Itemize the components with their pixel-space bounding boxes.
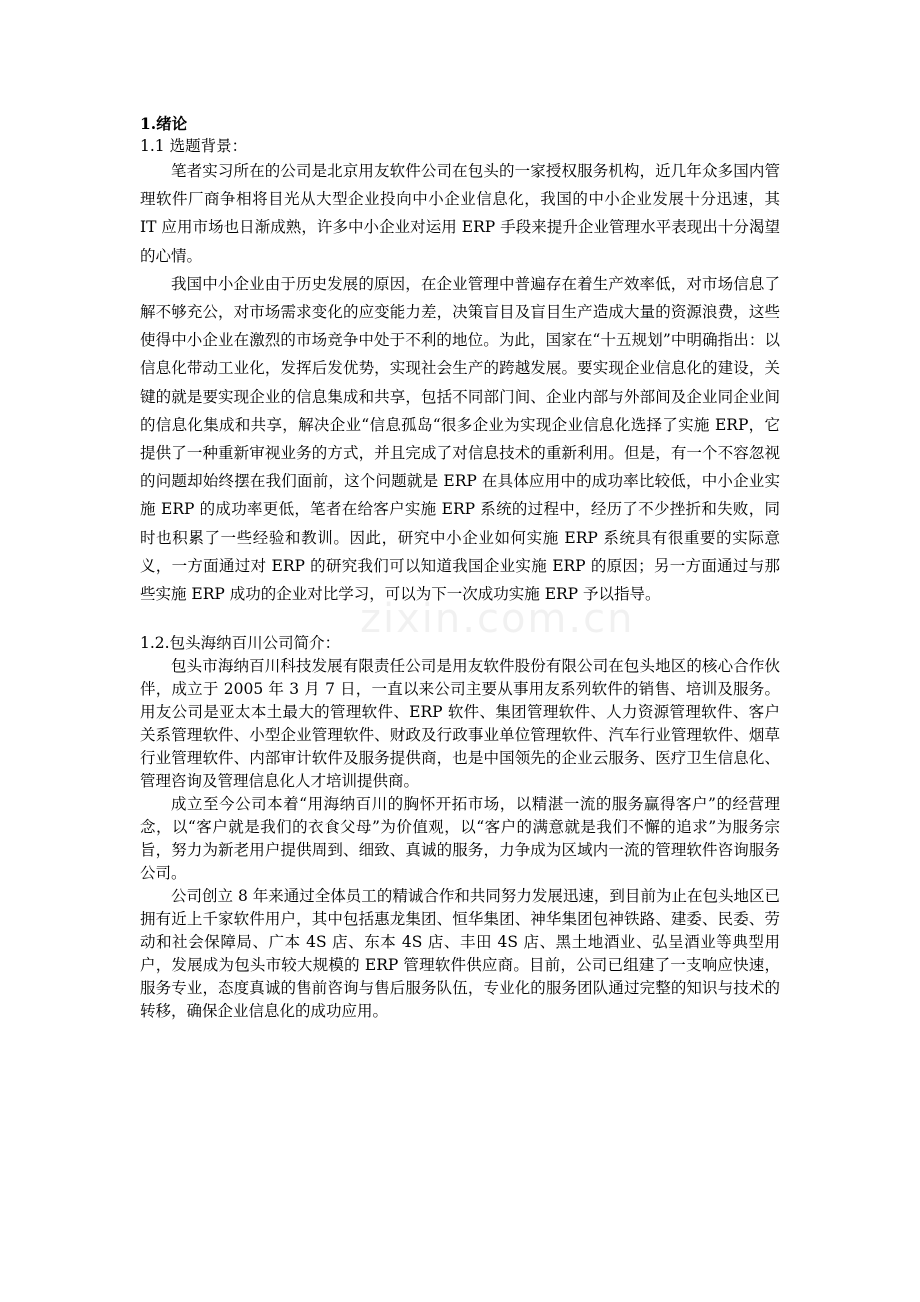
section-introduction [140, 113, 780, 608]
chapter-heading: 1.绪论 [140, 114, 188, 133]
paragraph: 笔者实习所在的公司是北京用友软件公司在包头的一家授权服务机构，近几年众多国内管理软件厂商争相将目光从大型企业投向中小企业信息化，我国的中小企业发展十分迅速，其 IT 应用市场也日渐成熟，许多中小企业对运用 ERP 手段来提升企业管理水平表现出十分渴望的心情。 [140, 162, 780, 265]
section-spacer [140, 608, 780, 632]
paragraph: 我国中小企业由于历史发展的原因，在企业管理中普遍存在着生产效率低，对市场信息了解不够充公，对市场需求变化的应变能力差，决策盲目及盲目生产造成大量的资源浪费，这些使得中小企业在激烈的市场竞争中处于不利的地位。为此，国家在“十五规划”中明确指出：以信息化带动工业化，发挥后发优势，实现社会生产的跨越发展。要实现企业信息化的建设，关键的就是要实现企业的信息集成和共享，包括不同部门间、企业内部与外部间及企业同企业间的信息化集成和共享，解决企业“信息孤岛“很多企业为实现企业信息化选择了实施 ERP，它提供了一种重新审视业务的方式，并且完成了对信息技术的重新利用。但是，有一个不容忽视的问题却始终摆在我们面前，这个问题就是 ERP 在具体应用中的成功率比较低，中小企业实施 ERP 的成功率更低，笔者在给客户实施 ERP 系统的过程中，经历了不少挫折和失败，同时也积累了一些经验和教训。因此，研究中小企业如何实施 ERP 系统具有很重要的实际意义，一方面通过对 ERP 的研究我们可以知道我国企业实施 ERP 的原因；另一方面通过与那些实施 ERP 成功的企业对比学习，可以为下一次成功实施 ERP 予以指导。 [140, 274, 780, 604]
watermark: zixin.com.cn [360, 596, 635, 642]
section-company-profile [140, 632, 780, 1023]
paragraph: 公司创立 8 年来通过全体员工的精诚合作和共同努力发展迅速，到目前为止在包头地区已拥有近上千家软件用户，其中包括惠龙集团、恒华集团、神华集团包神铁路、建委、民委、劳动和社会保障局、广本 4S 店、东本 4S 店、丰田 4S 店、黑土地酒业、弘呈酒业等典型用户，发展成为包头市较大规模的 ERP 管理软件供应商。目前，公司已组建了一支响应快速，服务专业，态度真诚的售前咨询与售后服务队伍，专业化的服务团队通过完整的知识与技术的转移，确保企业信息化的成功应用。 [140, 887, 780, 1021]
paragraph: 包头市海纳百川科技发展有限责任公司是用友软件股份有限公司在包头地区的核心合作伙伴，成立于 2005 年 3 月 7 日，一直以来公司主要从事用友系列软件的销售、培训及服务。用友公司是亚太本土最大的管理软件、ERP 软件、集团管理软件、人力资源管理软件、客户关系管理软件、小型企业管理软件、财政及行政事业单位管理软件、汽车行业管理软件、烟草行业管理软件、内部审计软件及服务提供商，也是中国领先的企业云服务、医疗卫生信息化、管理咨询及管理信息化人才培训提供商。 [140, 657, 780, 791]
document-page [140, 113, 780, 1023]
section-subheading-background: 1.1 选题背景： [140, 137, 248, 155]
paragraph: 成立至今公司本着“用海纳百川的胸怀开拓市场，以精湛一流的服务赢得客户”的经营理念，以“客户就是我们的衣食父母”为价值观，以“客户的满意就是我们不懈的追求”为服务宗旨，努力为新老用户提供周到、细致、真诚的服务，力争成为区域内一流的管理软件咨询服务公司。 [140, 795, 780, 883]
section-subheading-company: 1.2.包头海纳百川公司简介： [140, 634, 341, 653]
